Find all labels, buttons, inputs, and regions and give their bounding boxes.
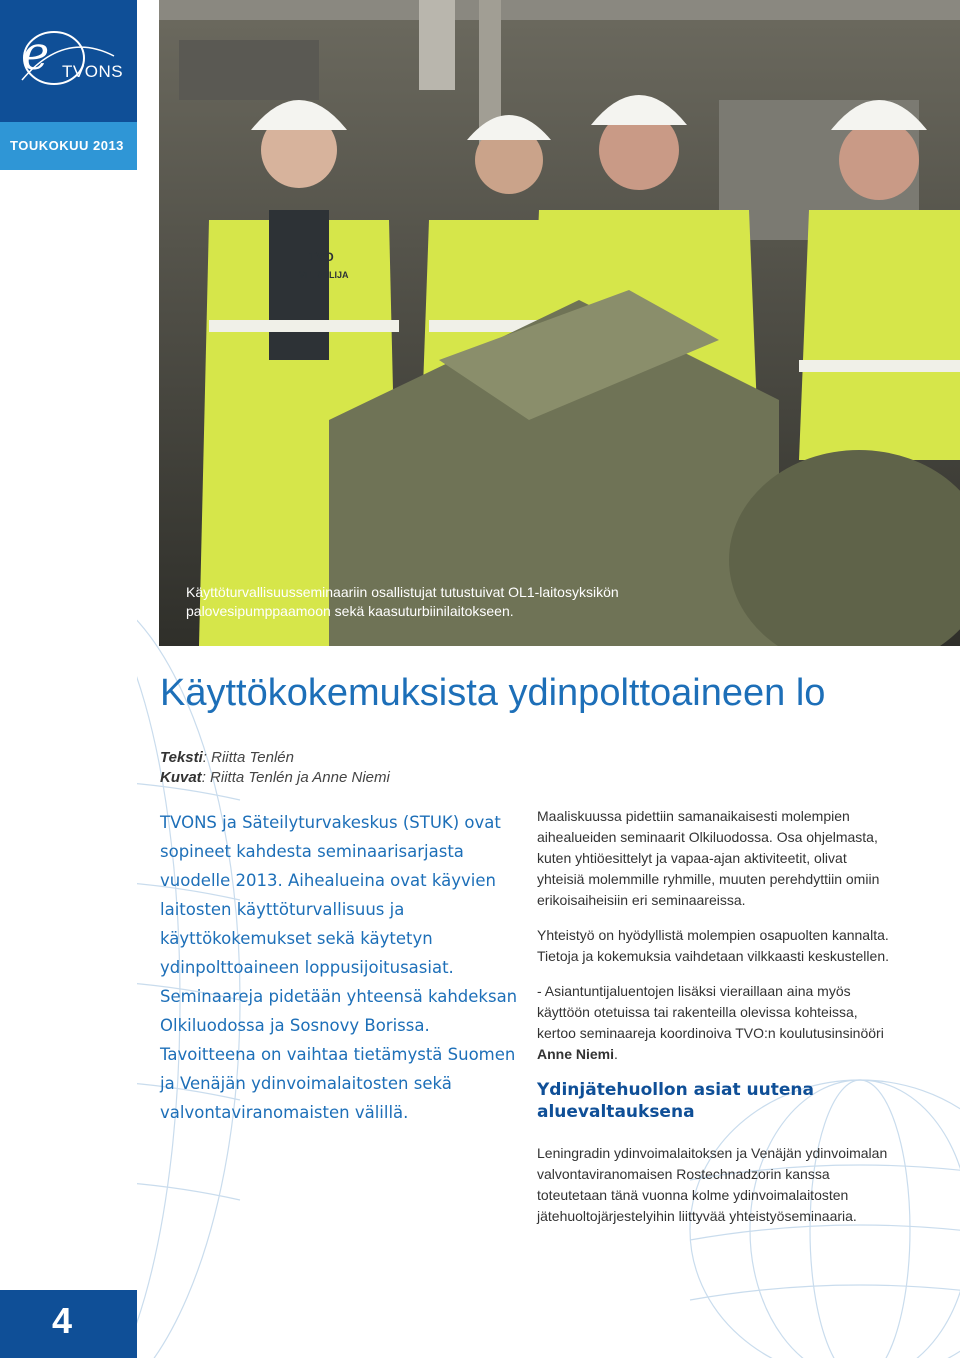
vest-sublabel: VIERAILIJA xyxy=(299,270,349,280)
caption-line-2: palovesipumppaamoon sekä kaasuturbiinilaitokseen. xyxy=(186,603,514,619)
credit-photo-label: Kuvat xyxy=(160,769,202,786)
body-paragraph-1: Maaliskuussa pidettiin samanaikaisesti molempien aihealueiden seminaarit Olkiluodossa. Osa ohjelmasta, kuten yhtiöesittelyt ja vapaa-ajan aktiviteetit, olivat yhteisiä molemmille ryhmille, muuten perehdyttiin omiin erikoisaiheisiin eri seminaareissa. xyxy=(537,808,880,908)
logo-letter: e xyxy=(22,26,50,80)
sidebar xyxy=(0,0,137,1358)
paragraph-3-text: - Asiantuntijaluentojen lisäksi vieraillaan aina myös käyttöön otetuissa tai rakenteilla olevissa kohteissa, kertoo seminaareja koordinoiva TVO:n koulutusinsinööri xyxy=(537,983,884,1041)
article-photo xyxy=(159,0,960,646)
body-paragraph-3 xyxy=(537,981,892,1065)
page-number: 4 xyxy=(52,1300,73,1341)
issue-date: TOUKOKUU 2013 xyxy=(10,138,124,153)
paragraph-3-end: . xyxy=(614,1046,618,1062)
body-paragraph-4: Leningradin ydinvoimalaitoksen ja Venäjän ydinvoimalan valvontaviranomaisen Rostechnadzorin kanssa toteutetaan tänä vuonna kolme ydinvoimalaitosten jätehuoltojärjestelyihin liittyvää yhteistyöseminaaria. xyxy=(537,1145,888,1224)
article-body xyxy=(537,806,892,1241)
caption-line-1: Käyttöturvallisuusseminaariin osallistujat tutustuivat OL1-laitosyksikön xyxy=(186,584,619,600)
photo-illustration xyxy=(159,0,960,646)
credit-text-label: Teksti xyxy=(160,749,203,766)
article-credits xyxy=(160,748,390,788)
section-subheading: Ydinjätehuollon asiat uutena aluevaltauksena xyxy=(537,1080,814,1122)
credit-text-value: : Riitta Tenlén xyxy=(202,749,294,766)
credit-text-line xyxy=(160,748,390,768)
vest-logo: TVO xyxy=(309,250,334,264)
person-name: Anne Niemi xyxy=(537,1046,615,1062)
article-headline: Käyttökokemuksista ydinpolttoaineen lo xyxy=(160,672,826,714)
credit-photo-line xyxy=(160,768,390,788)
photo-caption xyxy=(186,583,706,621)
article-lead: TVONS ja Säteilyturvakeskus (STUK) ovat sopineet kahdesta seminaarisarjasta vuodelle 2013. Aihealueina ovat käyvien laitosten käyttöturvallisuus ja käyttökokemukset sekä käytetyn ydinpolttoaineen loppusijoitusasiat. Seminaareja pidetään yhteensä kahdeksan Olkiluodossa ja Sosnovy Borissa. Tavoitteena on vaihtaa tietämystä Suomen ja Venäjän ydinvoimalaitosten sekä valvontaviranomaisten välillä. xyxy=(160,813,518,1122)
body-paragraph-2: Yhteistyö on hyödyllistä molempien osapuolten kannalta. Tietoja ja kokemuksia vaihdetaan vilkkaasti keskustellen. xyxy=(537,927,889,964)
credit-photo-value: : Riitta Tenlén ja Anne Niemi xyxy=(201,769,390,786)
logo-name: TVONS xyxy=(62,62,124,81)
